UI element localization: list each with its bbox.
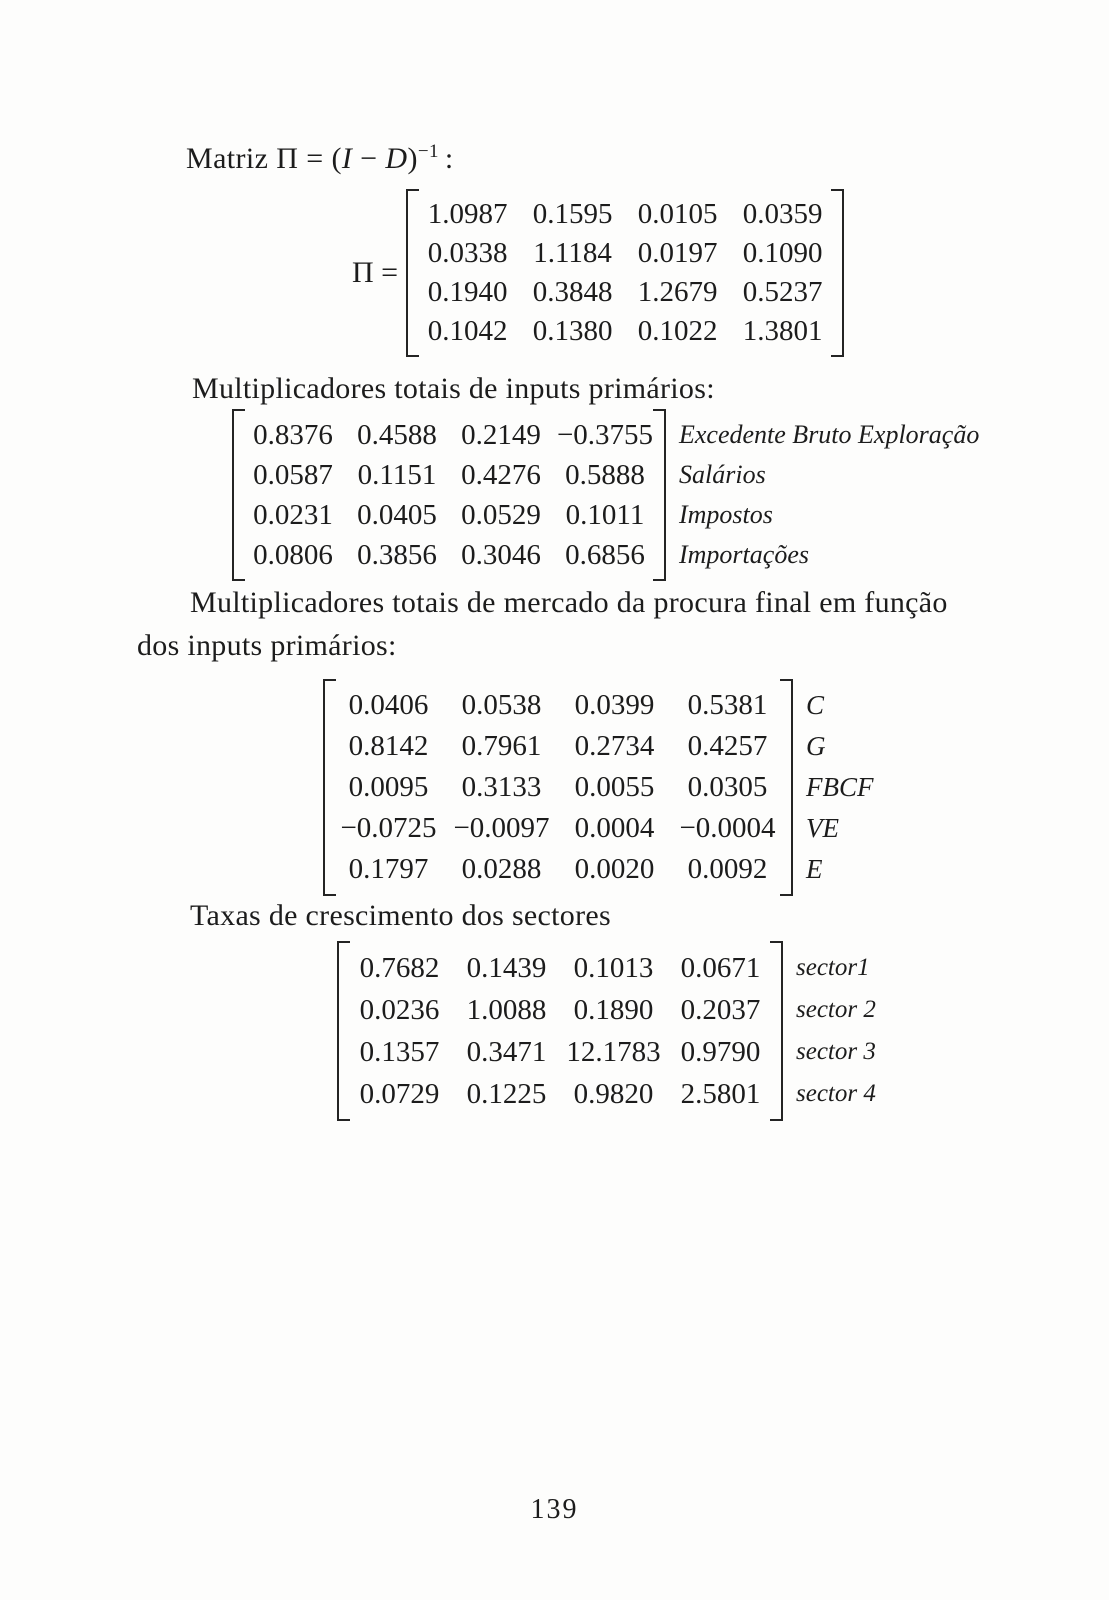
matrix-cell: 0.0197 [637, 237, 718, 269]
matrix-cell: 1.0088 [466, 993, 547, 1026]
matrix-cell: 0.0092 [687, 853, 768, 885]
page-number: 139 [530, 1494, 579, 1525]
row-label: G [806, 731, 826, 761]
title-var-d: D [385, 142, 408, 175]
matrix-cell: 0.8142 [348, 730, 429, 762]
matrix-cell: 0.3046 [461, 538, 541, 571]
row-label: sector 2 [796, 996, 876, 1023]
row-label: E [806, 854, 823, 884]
matrix-cell: 0.0231 [253, 498, 333, 531]
title-text: Matriz Π = ( [186, 142, 342, 175]
matrix-cell: 0.0671 [680, 951, 761, 984]
matrix-cell: 0.1022 [637, 315, 718, 347]
pi-matrix-block [352, 189, 844, 357]
matrix-cell: 0.0095 [348, 771, 429, 803]
row-label: Salários [679, 460, 766, 489]
title-colon: : [444, 142, 454, 175]
matrix-cell: 0.0399 [574, 689, 655, 721]
matrix-cell: −0.0004 [679, 812, 776, 844]
title-var-i: I [341, 142, 353, 175]
matrix-cell: 0.2149 [461, 418, 541, 451]
pi-matrix-brackets [406, 189, 844, 357]
matrix-cell: 1.1184 [533, 237, 612, 269]
matrix-cell: −0.0725 [340, 812, 437, 844]
matrix-cell: 0.0587 [253, 458, 333, 491]
title-exponent: −1 [417, 141, 439, 162]
matrix-equation-title [186, 142, 454, 176]
growth-rates-brackets [337, 941, 783, 1121]
title-close-paren: ) [407, 142, 418, 175]
matrix-cell: 0.0288 [461, 853, 542, 885]
matrix-cell: 0.5381 [687, 689, 768, 721]
matrix-cell: 0.1940 [427, 276, 508, 308]
matrix-cell: 0.1890 [573, 993, 654, 1026]
row-label: Importações [679, 540, 809, 569]
matrix-cell: 1.0987 [427, 198, 508, 230]
matrix-cell: 0.8376 [253, 418, 333, 451]
matrix-cell: 0.5888 [565, 458, 645, 491]
matrix-cell: 0.3848 [532, 276, 613, 308]
row-label: Excedente Bruto Exploração [679, 420, 980, 449]
matrix-cell: 0.3856 [357, 538, 437, 571]
row-label: Impostos [679, 500, 773, 529]
row-label: FBCF [806, 772, 874, 802]
matrix-cell: 0.0338 [427, 237, 508, 269]
matrix-cell: −0.0097 [453, 812, 550, 844]
matrix-cell: 0.1151 [357, 458, 437, 491]
matrix-cell: 0.0236 [359, 993, 440, 1026]
matrix-cell: 0.1013 [573, 951, 654, 984]
matrix-cell: 0.1439 [466, 951, 547, 984]
matrix-cell: 0.0105 [637, 198, 718, 230]
row-label: sector1 [796, 954, 870, 981]
pi-matrix-lhs: Π = [352, 256, 399, 289]
primary-inputs-grid [232, 415, 666, 575]
matrix-cell: 0.4257 [687, 730, 768, 762]
primary-inputs-matrix-block [232, 409, 979, 581]
matrix-cell: 0.1225 [466, 1077, 547, 1110]
matrix-cell: 0.0305 [687, 771, 768, 803]
matrix-cell: 0.0729 [359, 1077, 440, 1110]
growth-rates-matrix-block [337, 941, 876, 1121]
primary-inputs-heading: Multiplicadores totais de inputs primários: [192, 372, 715, 405]
matrix-cell: 0.3133 [461, 771, 542, 803]
matrix-cell: 0.7961 [461, 730, 542, 762]
matrix-cell: 0.0406 [348, 689, 429, 721]
row-label: sector 3 [796, 1038, 876, 1065]
matrix-cell: 0.0004 [574, 812, 655, 844]
matrix-cell: −0.3755 [556, 418, 654, 451]
matrix-cell: 0.9820 [573, 1077, 654, 1110]
matrix-cell: 0.4276 [461, 458, 541, 491]
matrix-cell: 0.1797 [348, 853, 429, 885]
matrix-cell: 0.6856 [565, 538, 645, 571]
matrix-cell: 0.1380 [532, 315, 613, 347]
primary-inputs-row-labels [679, 409, 979, 581]
matrix-cell: 0.0055 [574, 771, 655, 803]
row-label: sector 4 [796, 1080, 876, 1107]
matrix-cell: 0.0405 [357, 498, 437, 531]
market-multipliers-grid [323, 685, 793, 890]
matrix-cell: 1.3801 [742, 315, 823, 347]
matrix-cell: 0.3471 [466, 1035, 547, 1068]
matrix-cell: 12.1783 [566, 1035, 661, 1068]
matrix-cell: 0.1595 [532, 198, 613, 230]
matrix-cell: 2.5801 [680, 1077, 761, 1110]
matrix-cell: 0.1090 [742, 237, 823, 269]
market-multipliers-row-labels [806, 679, 874, 896]
row-label: VE [806, 813, 839, 843]
matrix-cell: 0.0359 [742, 198, 823, 230]
market-multipliers-heading-line2: dos inputs primários: [137, 629, 397, 662]
matrix-cell: 0.5237 [742, 276, 823, 308]
market-multipliers-heading-line1: Multiplicadores totais de mercado da procura final em função [190, 586, 948, 619]
growth-rates-heading: Taxas de crescimento dos sectores [190, 899, 611, 932]
market-multipliers-matrix-block [323, 679, 874, 896]
matrix-cell: 0.1011 [565, 498, 645, 531]
matrix-cell: 0.1357 [359, 1035, 440, 1068]
row-label: C [806, 690, 825, 720]
market-multipliers-brackets [323, 679, 793, 896]
matrix-cell: 0.0538 [461, 689, 542, 721]
growth-rates-row-labels [796, 941, 876, 1121]
pi-matrix-grid [406, 195, 844, 351]
matrix-cell: 0.9790 [680, 1035, 761, 1068]
matrix-cell: 1.2679 [637, 276, 718, 308]
matrix-cell: 0.1042 [427, 315, 508, 347]
matrix-cell: 0.4588 [357, 418, 437, 451]
matrix-cell: 0.0020 [574, 853, 655, 885]
title-minus: − [352, 142, 386, 175]
matrix-cell: 0.0806 [253, 538, 333, 571]
matrix-cell: 0.0529 [461, 498, 541, 531]
matrix-cell: 0.2037 [680, 993, 761, 1026]
matrix-cell: 0.7682 [359, 951, 440, 984]
growth-rates-grid [337, 947, 783, 1115]
matrix-cell: 0.2734 [574, 730, 655, 762]
primary-inputs-brackets [232, 409, 666, 581]
